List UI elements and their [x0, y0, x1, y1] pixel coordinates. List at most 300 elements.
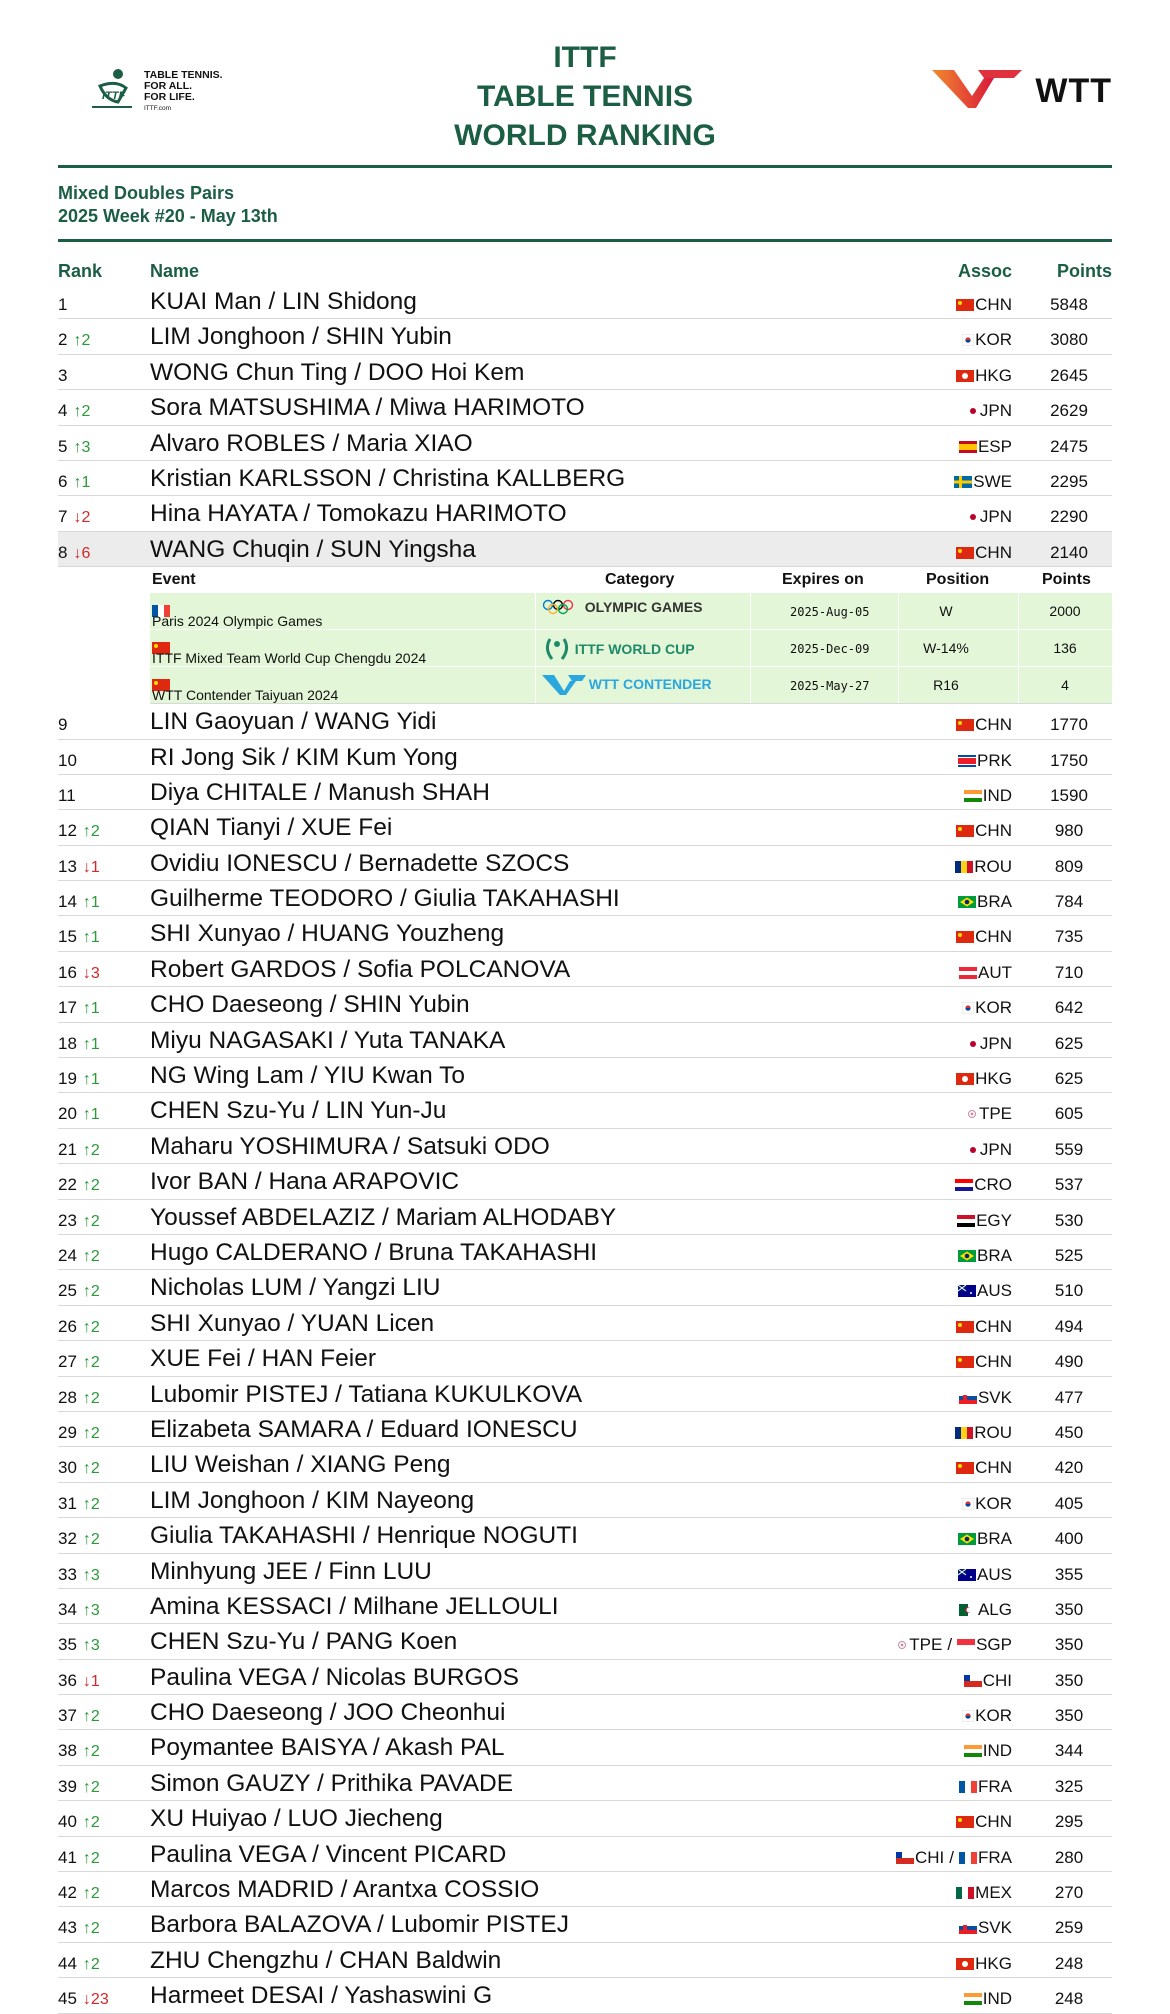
rank-cell [58, 751, 83, 771]
rank-cell [58, 1104, 100, 1124]
rank-change: ↑2 [82, 1531, 100, 1549]
ev-col-points: Points [1042, 571, 1091, 589]
rank-number: 25 [58, 1281, 77, 1301]
rank-cell [58, 1848, 100, 1868]
rank-change: ↓3 [82, 964, 100, 982]
table-row[interactable] [58, 952, 1112, 987]
ittf-url: ITTF.com [144, 105, 172, 112]
flag-fra-icon [959, 1852, 977, 1864]
ranking-table [58, 257, 1112, 2014]
rank-number: 16 [58, 962, 77, 982]
flag-chn-icon [956, 1356, 974, 1368]
assoc-cell [958, 751, 1012, 771]
rank-change: ↑2 [82, 1814, 100, 1832]
ev-col-event: Event [152, 571, 196, 589]
pair-name[interactable]: LIM Jonghoon / KIM Nayeong [150, 1486, 475, 1514]
assoc-code: CHN [975, 1812, 1012, 1832]
table-row[interactable] [58, 1058, 1112, 1093]
rank-number: 45 [58, 1989, 77, 2009]
rank-change: ↓6 [73, 544, 91, 562]
assoc-code: SWE [973, 471, 1012, 491]
assoc-code: KOR [975, 998, 1012, 1018]
pair-name[interactable]: Hina HAYATA / Tomokazu HARIMOTO [150, 500, 567, 528]
assoc-code: JPN [979, 1139, 1012, 1159]
assoc-separator: / [949, 1847, 954, 1867]
svg-text:ITTF: ITTF [102, 90, 126, 102]
flag-bra-icon [958, 1250, 976, 1262]
assoc-code: BRA [977, 892, 1012, 912]
col-rank: Rank [58, 261, 103, 281]
rank-cell [58, 437, 90, 457]
assoc-code: MEX [975, 1883, 1012, 1903]
assoc-cell [964, 1671, 1012, 1691]
table-row[interactable] [58, 1447, 1112, 1482]
assoc-cell [896, 1848, 1012, 1868]
pair-name[interactable]: Maharu YOSHIMURA / Satsuki ODO [150, 1132, 550, 1160]
assoc-cell [967, 1140, 1012, 1160]
assoc-cell [959, 1600, 1012, 1620]
pair-name[interactable]: Ivor BAN / Hana ARAPOVIC [150, 1168, 460, 1196]
pair-name[interactable]: NG Wing Lam / YIU Kwan To [150, 1062, 465, 1090]
flag-jpn-icon [967, 1144, 979, 1156]
assoc-cell [962, 1706, 1012, 1726]
table-row[interactable] [58, 1412, 1112, 1447]
table-row[interactable] [58, 1306, 1112, 1341]
pair-name[interactable]: Lubomir PISTEJ / Tatiana KUKULKOVA [150, 1380, 583, 1408]
pair-name[interactable]: Harmeet DESAI / Yashaswini G [150, 1982, 493, 2010]
flag-mex-icon [956, 1887, 974, 1899]
table-row[interactable] [58, 284, 1112, 319]
table-row[interactable] [58, 1837, 1112, 1872]
assoc-code: SVK [977, 1387, 1012, 1407]
pair-name[interactable]: Nicholas LUM / Yangzi LIU [150, 1274, 441, 1302]
assoc-code: HKG [975, 1953, 1012, 1973]
points-cell: 350 [1054, 1599, 1084, 1619]
rank-cell [58, 927, 100, 947]
flag-ind-icon [964, 790, 982, 802]
points-cell: 248 [1054, 1953, 1084, 1973]
pair-name[interactable]: Giulia TAKAHASHI / Henrique NOGUTI [150, 1522, 578, 1550]
table-row[interactable] [58, 1660, 1112, 1695]
rank-cell [58, 892, 100, 912]
pair-name[interactable]: ZHU Chengzhu / CHAN Baldwin [150, 1946, 502, 1974]
rank-change: ↑2 [82, 1318, 100, 1336]
assoc-code: SGP [976, 1635, 1012, 1655]
event-row[interactable] [150, 666, 1112, 703]
table-row[interactable] [58, 1730, 1112, 1765]
assoc-code: HKG [975, 365, 1012, 385]
event-rows [150, 592, 1112, 703]
pair-name[interactable]: LIU Weishan / XIANG Peng [150, 1451, 451, 1479]
pair-name[interactable]: Minhyung JEE / Finn LUU [150, 1557, 432, 1585]
rank-number: 19 [58, 1069, 77, 1089]
table-row[interactable] [58, 1872, 1112, 1907]
rank-change: ↑2 [82, 1849, 100, 1867]
rank-cell [58, 786, 82, 806]
table-row[interactable] [58, 1377, 1112, 1412]
event-name-cell [152, 603, 323, 630]
table-row[interactable] [58, 810, 1112, 845]
rank-number: 31 [58, 1493, 77, 1513]
flag-aus-icon [958, 1285, 976, 1297]
pair-name[interactable]: SHI Xunyao / YUAN Licen [150, 1309, 435, 1337]
pair-name[interactable]: XUE Fei / HAN Feier [150, 1345, 376, 1373]
pair-name[interactable]: CHO Daeseong / JOO Cheonhui [150, 1699, 506, 1727]
rank-change: ↑3 [82, 1637, 100, 1655]
category-label: ITTF WORLD CUP [574, 641, 695, 658]
pair-name[interactable]: Diya CHITALE / Manush SHAH [150, 778, 490, 806]
pair-name[interactable]: SHI Xunyao / HUANG Youzheng [150, 920, 505, 948]
pair-name[interactable]: Miyu NAGASAKI / Yuta TANAKA [150, 1026, 506, 1054]
table-row[interactable] [58, 1978, 1112, 2013]
rank-number: 7 [58, 507, 68, 527]
rank-number: 14 [58, 892, 77, 912]
flag-tpe-icon [966, 1108, 978, 1120]
rank-number: 12 [58, 821, 77, 841]
flag-chn-icon [956, 1816, 974, 1828]
table-row[interactable] [58, 1093, 1112, 1128]
assoc-code: ROU [974, 1422, 1012, 1442]
rank-cell [58, 1918, 100, 1938]
rank-change: ↑2 [82, 823, 100, 841]
assoc-cell [959, 1388, 1012, 1408]
assoc-cell [958, 1281, 1012, 1301]
rank-number: 20 [58, 1104, 77, 1124]
table-row[interactable] [58, 355, 1112, 390]
points-cell: 510 [1054, 1281, 1084, 1301]
expires-cell: 2025-Dec-09 [790, 642, 870, 657]
assoc-cell [955, 1423, 1012, 1443]
table-row[interactable] [58, 1518, 1112, 1553]
points-cell: 270 [1054, 1883, 1084, 1903]
table-row[interactable] [58, 987, 1112, 1022]
pair-name[interactable]: Alvaro ROBLES / Maria XIAO [150, 429, 473, 457]
pair-name[interactable]: Elizabeta SAMARA / Eduard IONESCU [150, 1415, 578, 1443]
pair-name[interactable]: Amina KESSACI / Milhane JELLOULI [150, 1592, 559, 1620]
rank-number: 40 [58, 1812, 77, 1832]
title-line-2: TABLE TENNIS [476, 80, 694, 113]
ranking-category: Mixed Doubles Pairs [58, 183, 235, 203]
rank-cell [58, 1069, 100, 1089]
pair-name[interactable]: Paulina VEGA / Vincent PICARD [150, 1840, 507, 1868]
category-logo [542, 599, 703, 623]
assoc-code: JPN [979, 1033, 1012, 1053]
pair-name[interactable]: Kristian KARLSSON / Christina KALLBERG [150, 464, 626, 492]
rank-cell [58, 1954, 100, 1974]
points-cell: 2475 [1050, 436, 1088, 456]
pair-name[interactable]: Ovidiu IONESCU / Bernadette SZOCS [150, 849, 570, 877]
pair-name[interactable]: CHEN Szu-Yu / LIN Yun-Ju [150, 1097, 447, 1125]
pair-name[interactable]: Barbora BALAZOVA / Lubomir PISTEJ [150, 1911, 569, 1939]
pair-name[interactable]: Marcos MADRID / Arantxa COSSIO [150, 1876, 540, 1904]
col-divider [535, 593, 536, 629]
olympic-rings-icon [542, 599, 582, 615]
category-logo [542, 673, 712, 697]
rank-change: ↑1 [82, 929, 100, 947]
pair-name[interactable]: XU Huiyao / LUO Jiecheng [150, 1805, 443, 1833]
points-cell: 2629 [1050, 401, 1088, 421]
rank-number: 21 [58, 1139, 77, 1159]
rank-change: ↓1 [82, 1672, 100, 1690]
position-cell: R16 [933, 677, 959, 694]
table-row[interactable] [58, 1766, 1112, 1801]
rank-number: 11 [58, 785, 76, 805]
points-cell: 1590 [1050, 785, 1088, 805]
assoc-cell [966, 1104, 1012, 1124]
assoc-code: IND [982, 785, 1012, 805]
table-row[interactable] [58, 775, 1112, 810]
table-row[interactable] [58, 1695, 1112, 1730]
assoc-cell [956, 1883, 1012, 1903]
rank-change: ↑1 [82, 894, 100, 912]
assoc-code: TPE [909, 1635, 943, 1655]
points-cell: 3080 [1050, 330, 1088, 350]
position-cell: W-14% [923, 640, 969, 657]
rank-change: ↑2 [82, 1920, 100, 1938]
rank-number: 39 [58, 1776, 77, 1796]
flag-kor-icon [962, 1710, 974, 1722]
rank-number: 10 [58, 750, 77, 770]
rank-change: ↑2 [82, 1212, 100, 1230]
points-cell: 2645 [1050, 365, 1088, 385]
table-row[interactable] [58, 740, 1112, 775]
table-row[interactable] [58, 1483, 1112, 1518]
pair-name[interactable]: RI Jong Sik / KIM Kum Yong [150, 743, 458, 771]
assoc-cell [955, 857, 1012, 877]
assoc-code: BRA [977, 1529, 1012, 1549]
points-cell: 2290 [1050, 507, 1088, 527]
pair-name[interactable]: Robert GARDOS / Sofia POLCANOVA [150, 955, 571, 983]
points-cell: 625 [1054, 1069, 1084, 1089]
points-cell: 605 [1054, 1104, 1084, 1124]
rank-number: 34 [58, 1599, 77, 1619]
rank-cell [58, 1317, 100, 1337]
table-row[interactable] [58, 704, 1112, 739]
header-divider [58, 165, 1112, 168]
assoc-code: ALG [977, 1599, 1012, 1619]
wtt-contender-icon [542, 673, 586, 695]
assoc-cell [956, 1954, 1012, 1974]
assoc-cell [959, 1777, 1012, 1797]
assoc-cell [956, 366, 1012, 386]
table-row[interactable] [58, 1624, 1112, 1659]
points-cell: 280 [1054, 1847, 1084, 1867]
rank-change: ↑2 [82, 1177, 100, 1195]
assoc-code: CHI [914, 1847, 945, 1867]
table-row[interactable] [58, 881, 1112, 916]
rank-cell [58, 330, 90, 350]
assoc-cell [956, 1352, 1012, 1372]
pair-name[interactable]: CHEN Szu-Yu / PANG Koen [150, 1628, 458, 1656]
ev-col-expires: Expires on [782, 571, 864, 589]
rank-number: 9 [58, 715, 68, 735]
flag-aus-icon [958, 1569, 976, 1581]
flag-chn-icon [956, 825, 974, 837]
rank-change: ↑2 [82, 1460, 100, 1478]
assoc-cell [956, 927, 1012, 947]
assoc-cell [967, 507, 1012, 527]
flag-swe-icon [954, 476, 972, 488]
flag-bra-icon [958, 1533, 976, 1545]
table-row[interactable] [58, 1129, 1112, 1164]
rank-change: ↓1 [82, 858, 100, 876]
flag-rou-icon [955, 1427, 973, 1439]
rank-change: ↑1 [82, 1035, 100, 1053]
table-row[interactable] [58, 1023, 1112, 1058]
assoc-cell [967, 401, 1012, 421]
table-row[interactable] [58, 1270, 1112, 1305]
table-row[interactable] [58, 1801, 1112, 1836]
wtt-wordmark: WTT [1035, 72, 1112, 110]
flag-hkg-icon [956, 370, 974, 382]
pair-name[interactable]: Paulina VEGA / Nicolas BURGOS [150, 1663, 520, 1691]
page-header [58, 0, 1112, 168]
event-name: ITTF Mixed Team World Cup Chengdu 2024 [152, 650, 427, 667]
rank-cell [58, 1989, 109, 2009]
event-header [150, 567, 1112, 592]
pair-name[interactable]: Sora MATSUSHIMA / Miwa HARIMOTO [150, 394, 585, 422]
table-row[interactable] [58, 1554, 1112, 1589]
rank-number: 32 [58, 1529, 77, 1549]
rank-cell [58, 1423, 100, 1443]
pair-name[interactable]: QIAN Tianyi / XUE Fei [150, 814, 393, 842]
assoc-code: JPN [979, 507, 1012, 527]
assoc-cell [956, 1069, 1012, 1089]
table-row[interactable] [58, 1235, 1112, 1270]
points-cell: 5848 [1050, 295, 1088, 314]
rank-number: 8 [58, 542, 68, 562]
pair-name[interactable]: Hugo CALDERANO / Bruna TAKAHASHI [150, 1238, 598, 1266]
expires-cell: 2025-Aug-05 [790, 605, 870, 620]
rank-change: ↑2 [82, 1424, 100, 1442]
pair-name[interactable]: Poymantee BAISYA / Akash PAL [150, 1734, 505, 1762]
flag-chn-icon [956, 1321, 974, 1333]
assoc-cell [964, 1741, 1012, 1761]
assoc-cell [958, 892, 1012, 912]
wtt-logo [932, 66, 1112, 114]
title-line-1: ITTF [553, 41, 617, 74]
rank-cell [58, 1388, 100, 1408]
table-row[interactable] [58, 319, 1112, 354]
table-row[interactable] [58, 1589, 1112, 1624]
rank-change: ↑3 [73, 438, 91, 456]
points-cell: 494 [1054, 1316, 1084, 1336]
rank-cell [58, 472, 90, 492]
ev-col-category: Category [605, 571, 675, 589]
event-points-cell: 2000 [1049, 603, 1081, 620]
rank-number: 44 [58, 1953, 77, 1973]
assoc-code: ESP [977, 436, 1012, 456]
table-row[interactable] [58, 496, 1112, 531]
event-name-cell [152, 640, 427, 667]
rank-cell [58, 1352, 100, 1372]
assoc-code: AUT [978, 962, 1012, 982]
table-row[interactable] [58, 532, 1112, 567]
assoc-cell [958, 1529, 1012, 1549]
table-row[interactable] [58, 1341, 1112, 1376]
assoc-cell [956, 1317, 1012, 1337]
rank-change: ↑2 [82, 1708, 100, 1726]
rank-change: ↑3 [82, 1601, 100, 1619]
assoc-cell [956, 1812, 1012, 1832]
rank-cell [58, 1281, 100, 1301]
pair-name[interactable]: LIM Jonghoon / SHIN Yubin [150, 323, 452, 351]
pair-name[interactable]: Guilherme TEODORO / Giulia TAKAHASHI [150, 885, 620, 913]
rank-change: ↑1 [73, 473, 91, 491]
event-points-cell: 136 [1053, 640, 1077, 657]
assoc-cell [959, 963, 1012, 983]
table-row[interactable] [58, 1907, 1112, 1942]
rank-number: 17 [58, 998, 77, 1018]
assoc-cell [962, 1494, 1012, 1514]
col-divider [750, 667, 751, 703]
table-row[interactable] [58, 426, 1112, 461]
pair-name[interactable]: CHO Daeseong / SHIN Yubin [150, 991, 470, 1019]
rank-cell [58, 1741, 100, 1761]
pair-name[interactable]: Simon GAUZY / Prithika PAVADE [150, 1769, 514, 1797]
points-cell: 710 [1054, 962, 1084, 982]
flag-chn-icon [956, 931, 974, 943]
pair-name[interactable]: KUAI Man / LIN Shidong [150, 288, 417, 315]
flag-cro-icon [955, 1179, 973, 1191]
flag-chi-icon [896, 1852, 914, 1864]
event-points-cell: 4 [1061, 677, 1069, 694]
ranking-subtitle [58, 182, 278, 228]
table-row[interactable] [58, 1200, 1112, 1235]
rank-number: 37 [58, 1706, 77, 1726]
rank-number: 42 [58, 1883, 77, 1903]
rank-change: ↑2 [73, 332, 91, 350]
assoc-cell [956, 821, 1012, 841]
rank-number: 43 [58, 1918, 77, 1938]
rank-cell [58, 1777, 100, 1797]
event-row[interactable] [150, 592, 1112, 629]
rank-number: 5 [58, 436, 68, 456]
pair-name[interactable]: LIN Gaoyuan / WANG Yidi [150, 708, 437, 736]
flag-hkg-icon [956, 1073, 974, 1085]
assoc-cell [955, 1175, 1012, 1195]
table-row[interactable] [58, 1943, 1112, 1978]
rank-cell [58, 366, 73, 386]
points-cell: 259 [1054, 1918, 1084, 1938]
table-row[interactable] [58, 846, 1112, 881]
points-cell: 1750 [1050, 750, 1088, 770]
event-name-cell [152, 677, 339, 704]
points-cell: 355 [1054, 1564, 1084, 1584]
table-row[interactable] [58, 1164, 1112, 1199]
assoc-cell [954, 472, 1012, 492]
points-cell: 405 [1054, 1493, 1084, 1513]
points-cell: 350 [1054, 1635, 1084, 1655]
rank-number: 2 [58, 330, 68, 350]
pair-name[interactable]: Youssef ABDELAZIZ / Mariam ALHODABY [150, 1203, 617, 1231]
table-row[interactable] [58, 390, 1112, 425]
event-row[interactable] [150, 629, 1112, 666]
rank-cell [58, 715, 73, 735]
pair-name[interactable]: WANG Chuqin / SUN Yingsha [150, 535, 476, 563]
assoc-cell [896, 1635, 1012, 1655]
table-row[interactable] [58, 461, 1112, 496]
points-cell: 537 [1054, 1175, 1084, 1195]
rank-change: ↑3 [82, 1566, 100, 1584]
table-row[interactable] [58, 916, 1112, 951]
flag-hkg-icon [956, 1958, 974, 1970]
subtitle-divider [58, 239, 1112, 242]
ittf-tagline-1: TABLE TENNIS. [144, 69, 223, 81]
pair-name[interactable]: WONG Chun Ting / DOO Hoi Kem [150, 358, 525, 386]
assoc-code: CHN [975, 1458, 1012, 1478]
flag-chn-icon [956, 547, 974, 559]
